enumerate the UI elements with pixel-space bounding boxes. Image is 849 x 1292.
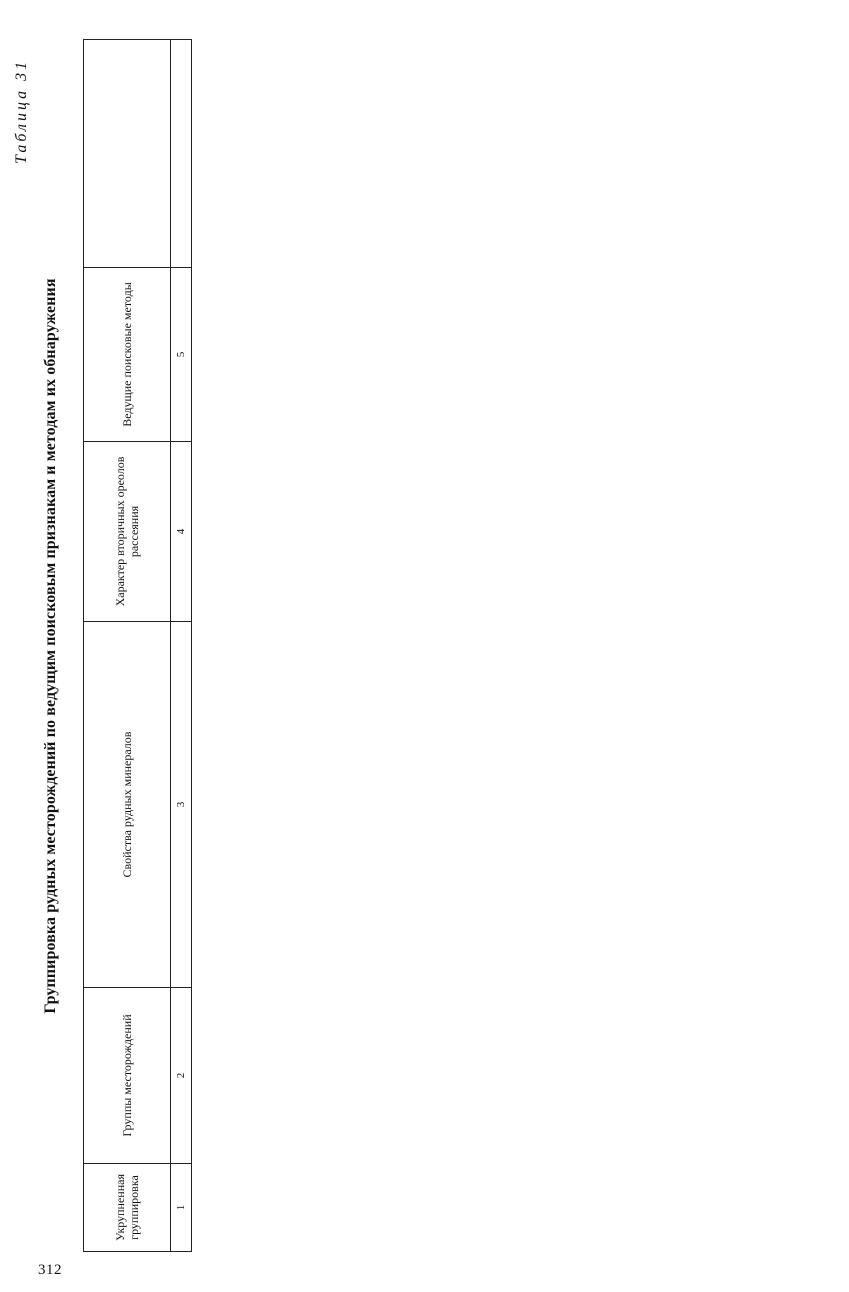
table-caption: Группировка рудных месторождений по ведущим поисковым признакам и методам их обнаружения xyxy=(42,278,59,1014)
column-number: 5 xyxy=(171,268,192,442)
column-number: 3 xyxy=(171,622,192,988)
column-number-tail xyxy=(171,40,192,268)
header-col5-tail xyxy=(84,40,171,268)
deposit-grouping-table xyxy=(83,39,192,1252)
header-col3: Свойства рудных минералов xyxy=(84,622,171,988)
header-col4: Характер вторичных ореолов рассеяния xyxy=(84,442,171,622)
header-row xyxy=(84,40,171,1252)
column-number: 4 xyxy=(171,442,192,622)
column-number-row xyxy=(171,40,192,1252)
header-col1: Укрупненная группировка xyxy=(84,1164,171,1252)
header-col5: Ведущие поисковые методы xyxy=(84,268,171,442)
column-number: 2 xyxy=(171,988,192,1164)
column-number: 1 xyxy=(171,1164,192,1252)
header-col2: Группы месторождений xyxy=(84,988,171,1164)
page-number: 312 xyxy=(38,1262,62,1278)
table-label: Таблица 31 xyxy=(13,58,30,164)
